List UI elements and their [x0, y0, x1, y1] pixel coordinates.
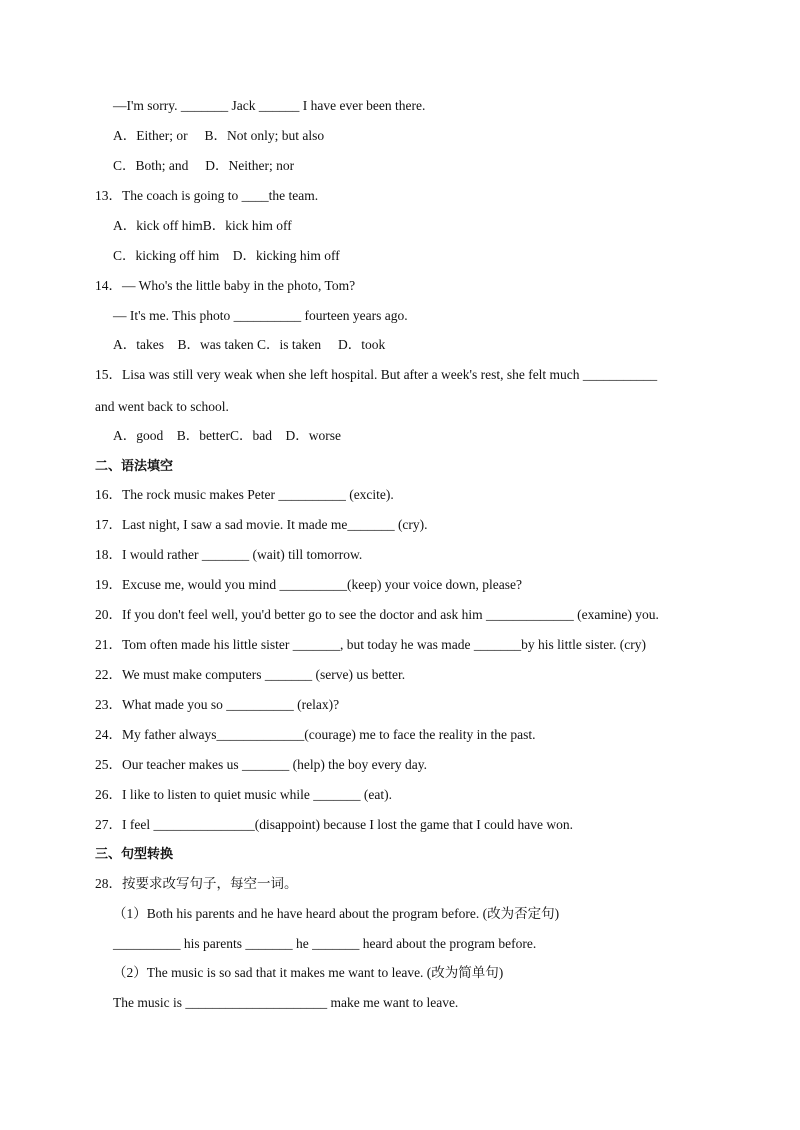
- section-heading-sentence-transform: 三、句型转换: [95, 847, 174, 862]
- q28-instruction: 28．按要求改写句子，每空一词。: [95, 876, 298, 891]
- q15-continuation: and went back to school.: [95, 399, 229, 414]
- q13-options-ab: A．kick off himB．kick him off: [113, 218, 292, 233]
- q20-stem: 20．If you don't feel well, you'd better go to see the doctor and ask him _____________ (examine) you.: [95, 607, 659, 622]
- q14-options: A．takes B．was taken C．is taken D．took: [113, 337, 386, 352]
- q12-options-ab: A．Either; or B．Not only; but also: [113, 128, 325, 143]
- q17-stem: 17．Last night, I saw a sad movie. It made me_______ (cry).: [95, 517, 428, 532]
- q14-continuation: — It's me. This photo __________ fourteen years ago.: [113, 308, 408, 323]
- q25-stem: 25．Our teacher makes us _______ (help) the boy every day.: [95, 757, 428, 772]
- q26-stem: 26．I like to listen to quiet music while _______ (eat).: [95, 787, 392, 802]
- q23-stem: 23．What made you so __________ (relax)?: [95, 697, 340, 712]
- q15-options: A．good B．betterC．bad D．worse: [113, 428, 341, 443]
- q24-stem: 24．My father always_____________(courage) me to face the reality in the past.: [95, 727, 536, 742]
- q21-stem: 21．Tom often made his little sister _______, but today he was made _______by his little sister. (cry): [95, 637, 646, 652]
- q12-options-cd: C．Both; and D．Neither; nor: [113, 158, 295, 173]
- q19-stem: 19．Excuse me, would you mind __________(keep) your voice down, please?: [95, 577, 523, 592]
- q16-stem: 16．The rock music makes Peter __________ (excite).: [95, 487, 394, 502]
- q15-stem: 15．Lisa was still very weak when she left hospital. But after a week's rest, she felt much ___________: [95, 367, 658, 382]
- q22-stem: 22．We must make computers _______ (serve) us better.: [95, 667, 406, 682]
- q28-part1-answer-line: __________ his parents _______ he _______ heard about the program before.: [113, 936, 537, 951]
- q12-continuation: —I'm sorry. _______ Jack ______ I have ever been there.: [113, 98, 426, 113]
- q18-stem: 18．I would rather _______ (wait) till tomorrow.: [95, 547, 363, 562]
- q14-stem: 14．— Who's the little baby in the photo, Tom?: [95, 278, 356, 293]
- section-heading-grammar-fill: 二、语法填空: [95, 459, 174, 474]
- q13-stem: 13．The coach is going to ____the team.: [95, 188, 319, 203]
- q28-part2-prompt: （2）The music is so sad that it makes me want to leave. (改为简单句): [113, 965, 504, 980]
- q28-part2-answer-line: The music is _____________________ make me want to leave.: [113, 995, 459, 1010]
- q13-options-cd: C．kicking off him D．kicking him off: [113, 248, 340, 263]
- q28-part1-prompt: （1）Both his parents and he have heard about the program before. (改为否定句): [113, 906, 560, 921]
- q27-stem: 27．I feel _______________(disappoint) because I lost the game that I could have won.: [95, 817, 574, 832]
